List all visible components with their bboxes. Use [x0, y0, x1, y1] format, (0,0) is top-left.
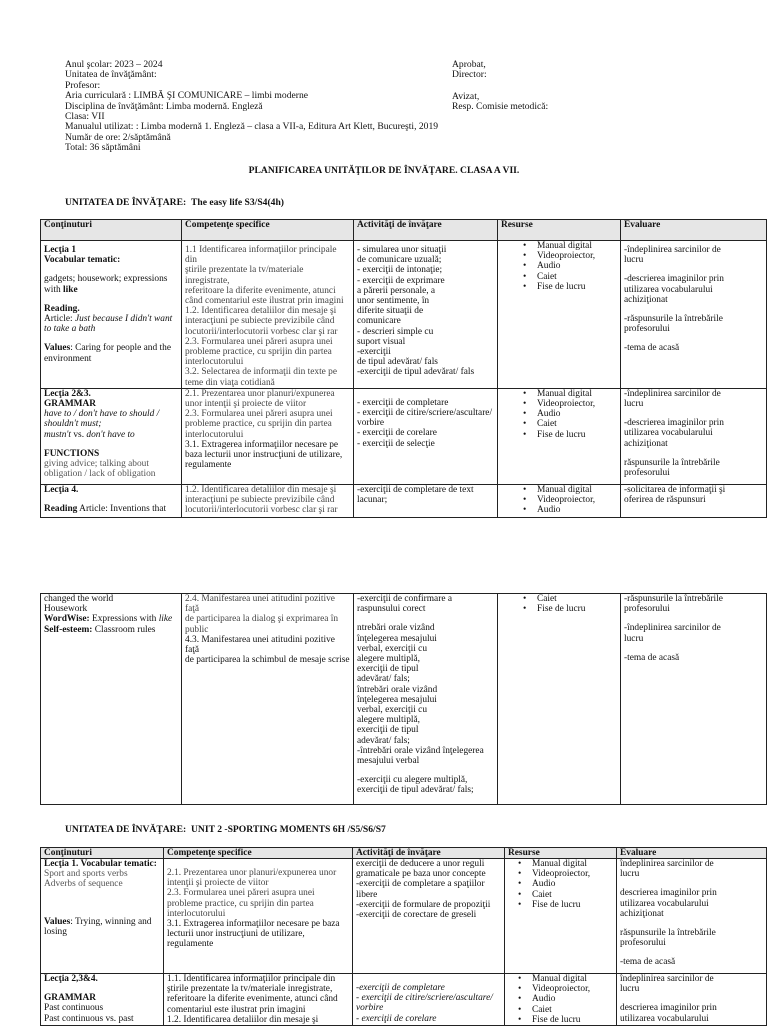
col-activities: Activităţi de învăţare [354, 220, 498, 241]
activity-line: de tipul adevărat/ fals [357, 357, 438, 368]
functions-label: FUNCTIONS [44, 448, 100, 459]
competences-cell [182, 241, 354, 389]
col-contents: Conţinuturi [41, 220, 182, 241]
resource-item: • Audio [523, 505, 617, 515]
comp-line: referitoare la diferite evenimente, atunci [185, 285, 336, 296]
resource-item: • Manual digital [518, 974, 613, 984]
eval-line: -tema de acasă [620, 957, 676, 968]
comp-line: interlocutorului [185, 429, 244, 440]
resource-item: • Manual digital [523, 485, 617, 495]
header-endorsement [452, 92, 548, 113]
comp-line: interacţiuni pe subiecte previzibile când [185, 495, 335, 506]
table-row [41, 859, 767, 974]
resource-item: • Audio [523, 261, 617, 271]
eval-line: lucru [624, 399, 644, 410]
activity-line: -exerciţii de completare a spaţiilor [356, 879, 485, 890]
eval-line: răspunsurile la întrebările [624, 457, 720, 468]
activity-line: -exerciţii de tipul adevărat/ fals [357, 367, 475, 378]
director-label: Director: [452, 69, 487, 81]
activity-line: comunicare [357, 316, 401, 327]
col-activities: Activităţi de învăţare [353, 848, 505, 859]
unit1-table [40, 219, 767, 518]
content-line: Housework [44, 604, 88, 615]
reading-line: Reading Article: Inventions that [44, 504, 167, 515]
activity-line: unor sentimente, în [357, 296, 430, 307]
comp-line: regulamente [167, 939, 214, 950]
resources-cell [498, 388, 621, 484]
contents-cell [41, 859, 164, 974]
eval-line: utilizarea vocabularului [624, 284, 713, 295]
eval-line: profesorului [624, 324, 670, 335]
eval-line: achiziţionat [624, 294, 668, 305]
resource-item: • Audio [518, 879, 613, 889]
activity-line: înţelegerea mesajului [357, 633, 437, 644]
resources-cell [498, 484, 621, 517]
comp-line: 2.1. Prezentarea unor planuri/expunerea [185, 388, 335, 399]
eval-line: -îndeplinirea sarcinilor de [624, 245, 721, 255]
comp-line: 2.3. Formularea unei păreri asupra unei [167, 888, 315, 899]
self-esteem-line: Self-esteem: Classroom rules [44, 624, 156, 635]
vocab-item: Adverbs of sequence [44, 879, 123, 890]
grammar-label: GRAMMAR [44, 993, 97, 1004]
competences-cell [182, 388, 354, 484]
comp-line: lecturii unor instrucţiuni de utilizare, [167, 929, 305, 940]
activity-line: suport visual [357, 336, 406, 347]
content-line: changed the world [44, 594, 114, 604]
comp-line: regulamente [185, 460, 232, 471]
unit2-heading [65, 825, 386, 835]
competences-cell [182, 594, 354, 805]
reading-article: Article: Just because I didn't want [44, 314, 173, 325]
eval-line: -răspunsurile la întrebările [624, 594, 723, 604]
col-resources: Resurse [498, 220, 621, 241]
resources-cell [498, 594, 621, 805]
header-approval [452, 60, 487, 81]
grammar-label: GRAMMAR [44, 399, 97, 410]
comp-line: 2.4. Manifestarea unei atitudini pozitive faţă [185, 594, 335, 615]
activity-line: adevărat/ fals; [357, 735, 410, 746]
hours-per-week: Număr de ore: 2/săptămână [65, 131, 171, 143]
eval-line: -solicitarea de informaţii şi [624, 484, 726, 495]
activity-line: lacunar; [357, 495, 388, 506]
functions-item: obligation / lack of obligation [44, 469, 156, 480]
resource-item: • Fise de lucru [518, 900, 613, 910]
activity-line: -exerciţii de formulare de propoziţii [356, 899, 491, 910]
activity-line: verbal, exerciţii cu [357, 643, 428, 654]
resource-item: • Caiet [523, 272, 617, 282]
activity-line: vorbire [356, 1003, 384, 1014]
comp-line: referitoare la diferite evenimente, atunci când [167, 994, 338, 1005]
activity-line: - exerciţii de intonaţie; [357, 265, 443, 276]
resource-item: • Fise de lucru [523, 430, 617, 440]
comp-line: de participarea la schimbul de mesaje scrise [185, 655, 350, 666]
comp-line: probleme practice, cu sprijin din partea [167, 898, 314, 909]
comp-line: 2.3. Formularea unei păreri asupra unei [185, 409, 333, 420]
unit2-table [40, 847, 767, 1026]
unit1-heading [65, 198, 284, 208]
contents-cell [41, 484, 182, 517]
resource-item: • Caiet [523, 419, 617, 429]
contents-cell [41, 974, 164, 1026]
activity-line: exerciţii de tipul [357, 664, 419, 675]
comp-line: ştirile prezentate la tv/materiale inregistrate, [167, 984, 333, 995]
activity-line: alegere multiplă, [357, 654, 420, 665]
competences-cell [164, 974, 353, 1026]
comp-line: 2.3. Formularea unei păreri asupra unei [185, 336, 333, 347]
values-cont: environment [44, 353, 92, 364]
endorsed-label: Avizat, [452, 91, 480, 102]
eval-line: îndeplinirea sarcinilor de [620, 859, 714, 869]
activity-line: raspunsului corect [357, 604, 426, 615]
activity-line: libere [356, 889, 378, 900]
resource-item: • Audio [518, 994, 613, 1004]
resource-item: • Videoproiector, [523, 399, 617, 409]
grammar-item: shouldn't must; [44, 419, 102, 430]
eval-line: descrierea imaginilor prin [620, 1003, 717, 1014]
activity-line: -exerciţii de confirmare a [357, 594, 452, 604]
lesson-title: Lecţia 2&3. [44, 388, 91, 399]
comp-line: 3.1. Extragerea informaţiilor necesare pe [185, 439, 339, 450]
activity-line: vorbire [357, 418, 385, 429]
resource-item: • Manual digital [523, 389, 617, 399]
grammar-item: mustn't vs. don't have to [44, 429, 135, 440]
activity-line: exerciţii de tipul [357, 725, 419, 736]
discipline: Disciplina de învăţământ: Limba modernă. Engleză [65, 100, 263, 112]
table-header-row [41, 848, 767, 859]
comp-line: 1.1. Identificarea informaţiilor principale din [167, 974, 336, 984]
comp-line: de participarea la dialog şi exprimarea în [185, 614, 339, 625]
activity-line: - exerciţii de exprimare [357, 275, 445, 286]
comp-line: public [185, 624, 209, 635]
eval-line: -tema de acasă [624, 343, 680, 354]
activity-line: a părerii personale, a [357, 285, 436, 296]
eval-line: achiziţionat [620, 908, 664, 919]
activity-line: gramaticale pe baza unor concepte [356, 869, 486, 880]
eval-line: -tema de acasă [624, 652, 680, 663]
eval-line: utilizarea vocabularului [620, 1013, 709, 1024]
activity-line: - exerciţii de corelare [357, 428, 437, 439]
col-competences: Competenţe specifice [164, 848, 353, 859]
evaluation-cell [621, 388, 767, 484]
wordwise-line: WordWise: Expressions with like [44, 614, 173, 625]
activity-line: adevărat/ fals; [357, 674, 410, 685]
comp-line: baza lecturii unor instrucţiuni de utilizare, [185, 450, 343, 461]
col-evaluation: Evaluare [617, 848, 767, 859]
comp-line: 2.1. Prezentarea unor planuri/expunerea unor [167, 868, 337, 878]
col-evaluation: Evaluare [621, 220, 767, 241]
activity-line: exerciţii de deducere a unor reguli [356, 859, 485, 869]
activity-line: -exerciţii [357, 347, 391, 358]
committee-label: Resp. Comisie metodică: [452, 101, 549, 113]
comp-line: locutorii/interlocutorii vorbesc clar şi rar [185, 505, 338, 516]
eval-line: îndeplinirea sarcinilor de [620, 974, 714, 984]
lesson-title: Lecţia 1 [44, 245, 77, 255]
resource-item: • Caiet [518, 1005, 613, 1015]
activities-cell [354, 388, 498, 484]
comp-line: 4.3. Manifestarea unei atitudini pozitive faţă [185, 634, 335, 656]
reading-label: Reading. [44, 303, 80, 314]
comp-line: 1.1 Identificarea informaţiilor principale din [185, 245, 337, 266]
values-cont: losing [44, 926, 67, 937]
grade: Clasa: VII [65, 111, 105, 123]
activity-line: - exerciţii de selecţie [357, 438, 435, 449]
eval-line: profesorului [624, 604, 670, 615]
resources-cell [505, 974, 617, 1026]
activity-line: înţelegerea mesajului [357, 694, 437, 705]
lesson-title: Lecţia 1. Vocabular tematic: [44, 859, 157, 869]
resources-cell [505, 859, 617, 974]
activities-cell [354, 594, 498, 805]
resource-item: • Fise de lucru [518, 1015, 613, 1025]
col-competences: Competenţe specifice [182, 220, 354, 241]
comp-line: unor intenţii şi proiecte de viitor [185, 399, 307, 410]
table-header-row [41, 220, 767, 241]
contents-cell [41, 594, 182, 805]
header-left [65, 60, 438, 154]
unit2-label: UNITATEA DE ÎNVĂŢARE: [65, 824, 187, 835]
eval-line: lucru [620, 984, 640, 995]
resource-item: • Fise de lucru [523, 282, 617, 292]
curricular-area: Aria curriculară : LIMBĂ ŞI COMUNICARE – limbi moderne [65, 90, 308, 102]
activity-line: - exerciţii de completare [357, 397, 449, 408]
reading-article-cont: to take a bath [44, 324, 96, 335]
resource-item: • Audio [523, 409, 617, 419]
page-title: PLANIFICAREA UNITĂŢILOR DE ÎNVĂŢARE. CLASA A VII. [248, 165, 520, 176]
activity-line: ntrebări orale vizând [357, 623, 435, 634]
eval-line: profesorului [624, 468, 670, 479]
contents-cell [41, 388, 182, 484]
activity-line: diferite situaţii de [357, 306, 424, 317]
resources-cell [498, 241, 621, 389]
activity-line: mesajului verbal [357, 756, 420, 767]
activity-line: -exerciţii cu alegere multiplă, [357, 775, 468, 786]
lesson-title: Lecţia 2,3&4. [44, 974, 98, 984]
activity-line: -întrebări orale vizând înţelegerea [357, 745, 484, 756]
eval-line: răspunsurile la întrebările [620, 928, 716, 939]
activities-cell [353, 859, 505, 974]
comp-line: interlocutorului [167, 908, 226, 919]
comp-line: comentariul este ilustrat prin imagini [167, 1004, 306, 1015]
resource-item: • Videoproiector, [523, 251, 617, 261]
competences-cell [182, 484, 354, 517]
resource-item: • Manual digital [518, 859, 613, 869]
school-unit: Unitatea de învăţământ: [65, 69, 157, 81]
unit1-label: UNITATEA DE ÎNVĂŢARE: [65, 197, 187, 208]
eval-line: -îndeplinirea sarcinilor de [624, 623, 721, 634]
table-row [41, 484, 767, 517]
eval-line: descrierea imaginilor prin [620, 888, 717, 899]
textbook: Manualul utilizat: : Limba modernă 1. Engleză – clasa a VII-a, Editura Art Klett, Bucureşti, 2019 [65, 121, 439, 133]
vocab-topics: gadgets; housework; expressions [44, 274, 168, 285]
eval-line: -răspunsurile la întrebările [624, 314, 723, 325]
comp-line: intenţii şi proiecte de viitor [167, 878, 269, 889]
resource-item: • Caiet [523, 594, 617, 604]
table-row [41, 594, 767, 805]
comp-line: teme din viaţa cotidiană [185, 377, 275, 388]
comp-line: probleme practice, cu sprijin din partea [185, 419, 332, 430]
vocab-item: Sport and sports verbs [44, 869, 128, 880]
values-line: Values: Trying, winning and [44, 916, 152, 927]
eval-line: -îndeplinirea sarcinilor de [624, 388, 721, 399]
eval-line: achiziţionat [624, 438, 668, 449]
eval-line: lucru [620, 869, 640, 880]
vocab-like: with like [44, 284, 78, 295]
evaluation-cell [621, 594, 767, 805]
resource-item: • Manual digital [523, 241, 617, 251]
approved-label: Aprobat, [452, 59, 486, 70]
unit2-name: UNIT 2 -SPORTING MOMENTS 6H /S5/S6/S7 [190, 824, 386, 835]
comp-line: 3.2. Selectarea de informaţii din texte pe [185, 367, 338, 378]
comp-line: locutorii/interlocutorii vorbesc clar şi rar [185, 326, 338, 337]
functions-item: giving advice; talking about [44, 459, 149, 470]
grammar-item: Past continuous vs. past [44, 1013, 134, 1024]
contents-cell [41, 241, 182, 389]
eval-line: utilizarea vocabularului [624, 428, 713, 439]
comp-line: 1.2. Identificarea detaliilor din mesaje şi [167, 1014, 319, 1025]
activity-line: verbal, exerciţii cu [357, 705, 428, 716]
evaluation-cell [617, 974, 767, 1026]
eval-line: -descrierea imaginilor prin [624, 418, 724, 429]
unit1-table-continued [40, 593, 767, 805]
lesson-title: Lecţia 4. [44, 484, 79, 495]
competences-cell [164, 859, 353, 974]
eval-line: oferirea de răspunsuri [624, 495, 706, 506]
comp-line: 3.1. Extragerea informaţiilor necesare pe baza [167, 919, 340, 930]
evaluation-cell [617, 859, 767, 974]
table-row [41, 241, 767, 389]
activity-line: exerciţii de tipul adevărat/ fals; [357, 785, 474, 796]
total-weeks: Total: 36 săptămâni [65, 142, 141, 154]
comp-line: interlocutorului [185, 357, 244, 368]
activity-line: -exerciţii de completare de text [357, 484, 474, 495]
grammar-item: have to / don't have to should / [44, 409, 160, 420]
vocab-label: Vocabular tematic: [44, 255, 121, 266]
activity-line: - simularea unor situaţii [357, 245, 447, 255]
table-row [41, 974, 767, 1026]
col-resources: Resurse [505, 848, 617, 859]
col-contents: Conţinuturi [41, 848, 164, 859]
activity-line: alegere multiplă, [357, 715, 420, 726]
activity-line: - exerciţii de corelare [356, 1013, 437, 1024]
activities-cell [353, 974, 505, 1026]
activities-cell [354, 241, 498, 389]
table-row [41, 388, 767, 484]
resource-item: • Videoproiector, [518, 984, 613, 994]
activity-line: - exerciţii de citire/scriere/ascultare/ [357, 408, 493, 419]
comp-line: 1.2. Identificarea detaliilor din mesaje şi [185, 306, 337, 317]
eval-line: lucru [624, 255, 644, 266]
comp-line: când comentariul este ilustrat prin imagini [185, 296, 344, 307]
activity-line: întrebări orale vizând [357, 684, 438, 695]
resource-item: • Videoproiector, [518, 869, 613, 879]
activity-line: -exerciţii de corectare de greseli [356, 910, 477, 921]
resource-item: • Fise de lucru [523, 604, 617, 614]
school-year: Anul şcolar: 2023 – 2024 [65, 59, 163, 70]
eval-line: -descrierea imaginilor prin [624, 274, 724, 285]
activity-line: - descrieri simple cu [357, 326, 434, 337]
comp-line: interacţiuni pe subiecte previzibile când [185, 316, 335, 327]
activity-line: de comunicare uzuală; [357, 255, 442, 266]
comp-line: ştirile prezentate la tv/materiale inregistrate, [185, 265, 304, 286]
comp-line: probleme practice, cu sprijin din partea [185, 347, 332, 358]
resource-item: • Videoproiector, [523, 495, 617, 505]
unit1-name: The easy life S3/S4(4h) [190, 197, 284, 208]
activity-line: - exerciţii de citire/scriere/ascultare/ [356, 993, 493, 1004]
eval-line: lucru [624, 633, 644, 644]
values-line: Values: Caring for people and the [44, 343, 171, 354]
comp-line: 1.2. Identificarea detaliilor din mesaje şi [185, 484, 337, 495]
eval-line: utilizarea vocabularului [620, 898, 709, 909]
resource-item: • Caiet [518, 890, 613, 900]
teacher: Profesor: [65, 79, 101, 91]
grammar-item: Past continuous [44, 1003, 104, 1014]
activities-cell [354, 484, 498, 517]
eval-line: profesorului [620, 938, 666, 949]
evaluation-cell [621, 484, 767, 517]
activity-line: -exerciţii de completare [356, 983, 445, 993]
evaluation-cell [621, 241, 767, 389]
